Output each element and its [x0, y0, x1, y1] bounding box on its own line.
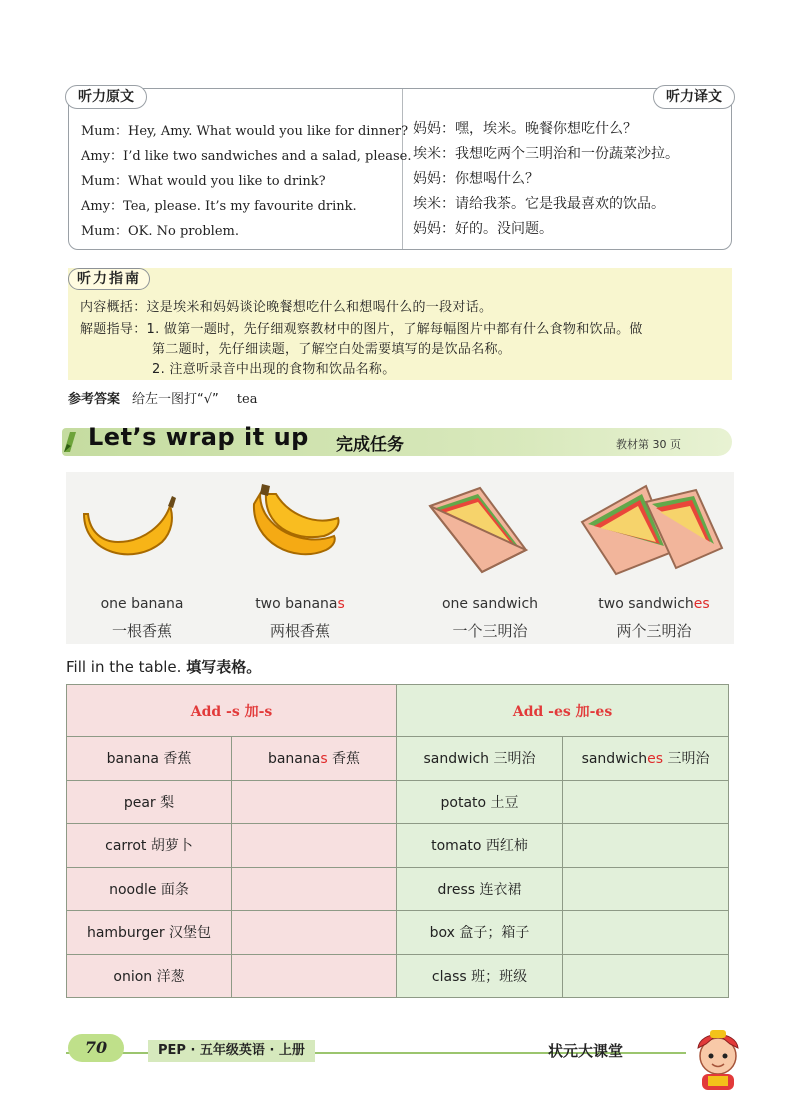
- caption-one-sandwich-zh: 一个三明治: [452, 622, 528, 640]
- listening-chinese-text: [413, 117, 729, 242]
- translation-line: 妈妈：嘿，埃米。晚餐你想吃什么？: [413, 121, 637, 137]
- dialogue-line: Amy：I’d like two sandwiches and a salad, please.: [81, 149, 412, 164]
- reference-answer: [68, 388, 257, 407]
- section-subtitle: 完成任务: [336, 435, 404, 455]
- table-row: [67, 824, 729, 868]
- translation-line: 埃米：我想吃两个三明治和一份蔬菜沙拉。: [413, 146, 679, 162]
- caption-one-sandwich: one sandwich: [441, 596, 539, 612]
- textbook-page-ref: 教材第 30 页: [616, 438, 681, 451]
- table-row: [67, 911, 729, 955]
- table-row: [67, 737, 729, 781]
- answer-cell[interactable]: [563, 780, 729, 824]
- word-cell: tomato 西红柿: [397, 824, 563, 868]
- mascot-icon: [686, 1026, 750, 1092]
- bananas-icon: [244, 480, 344, 572]
- answer-cell[interactable]: [563, 954, 729, 998]
- header-add-s: Add -s 加-s: [67, 685, 397, 737]
- translation-line: 妈妈：你想喝什么？: [413, 171, 539, 187]
- listening-guide-box: [68, 268, 732, 380]
- word-cell: onion 洋葱: [67, 954, 232, 998]
- word-cell: carrot 胡萝卜: [67, 824, 232, 868]
- answer-cell[interactable]: [232, 867, 397, 911]
- header-add-es: Add -es 加-es: [397, 685, 729, 737]
- pencil-icon: [62, 430, 80, 454]
- answer-text: 给左一图打“√”: [132, 392, 219, 407]
- answer-label: 参考答案: [68, 392, 121, 407]
- guide-tip-2: 2. 注意听录音中出现的食物和饮品名称。: [152, 362, 396, 377]
- caption-two-bananas: two bananas: [255, 596, 345, 612]
- translation-line: 埃米：请给我茶。它是我最喜欢的饮品。: [413, 196, 665, 212]
- answer-cell[interactable]: [232, 780, 397, 824]
- guide-tip-1: 解题指导：1. 做第一题时，先仔细观察教材中的图片，了解每幅图片中都有什么食物和饮品。做: [80, 322, 643, 337]
- sandwich-icon: [424, 486, 532, 576]
- sandwiches-icon: [576, 482, 726, 578]
- answer-cell[interactable]: bananas 香蕉: [232, 737, 397, 781]
- word-cell: box 盒子；箱子: [397, 911, 563, 955]
- word-cell: banana 香蕉: [67, 737, 232, 781]
- listening-translation-tag: 听力译文: [653, 85, 735, 109]
- caption-two-sandwiches-zh: 两个三明治: [616, 622, 692, 640]
- brand-name: 状元大课堂: [548, 1042, 624, 1060]
- answer-cell[interactable]: sandwiches 三明治: [563, 737, 729, 781]
- section-title: Let’s wrap it up: [88, 423, 309, 451]
- caption-two-sandwiches: two sandwiches: [598, 596, 710, 612]
- word-cell: dress 连衣裙: [397, 867, 563, 911]
- caption-two-bananas-zh: 两根香蕉: [269, 622, 330, 640]
- dialogue-line: Mum：Hey, Amy. What would you like for dinner?: [81, 124, 409, 139]
- guide-tip-1-cont: 第二题时，先仔细读题，了解空白处需要填写的是饮品名称。: [152, 342, 512, 357]
- translation-line: 妈妈：好的。没问题。: [413, 221, 553, 237]
- listening-box: [68, 88, 732, 250]
- word-cell: pear 梨: [67, 780, 232, 824]
- listening-divider: [402, 89, 403, 249]
- table-row: [67, 954, 729, 998]
- answer-cell[interactable]: [563, 911, 729, 955]
- word-cell: sandwich 三明治: [397, 737, 563, 781]
- answer-cell[interactable]: [563, 867, 729, 911]
- listening-english-text: [81, 119, 412, 244]
- listening-guide-tag: 听力指南: [68, 268, 150, 290]
- guide-summary: 内容概括：这是埃米和妈妈谈论晚餐想吃什么和想喝什么的一段对话。: [80, 300, 493, 315]
- caption-one-banana: one banana: [100, 596, 184, 612]
- answer-cell[interactable]: [232, 954, 397, 998]
- word-cell: hamburger 汉堡包: [67, 911, 232, 955]
- page-number: 70: [68, 1034, 124, 1062]
- book-title: PEP · 五年级英语 · 上册: [148, 1040, 315, 1062]
- dialogue-line: Mum：OK. No problem.: [81, 224, 239, 239]
- word-cell: potato 土豆: [397, 780, 563, 824]
- exercise-instruction: Fill in the table. 填写表格。: [66, 658, 262, 676]
- answer-cell[interactable]: [232, 824, 397, 868]
- plural-table: [66, 684, 729, 998]
- word-cell: class 班；班级: [397, 954, 563, 998]
- dialogue-line: Mum：What would you like to drink?: [81, 174, 326, 189]
- word-cell: noodle 面条: [67, 867, 232, 911]
- answer-cell[interactable]: [232, 911, 397, 955]
- listening-original-tag: 听力原文: [65, 85, 147, 109]
- dialogue-line: Amy：Tea, please. It’s my favourite drink.: [81, 199, 357, 214]
- table-row: [67, 780, 729, 824]
- answer-cell[interactable]: [563, 824, 729, 868]
- caption-one-banana-zh: 一根香蕉: [111, 622, 172, 640]
- banana-icon: [78, 488, 178, 568]
- answer-word: tea: [236, 392, 258, 407]
- table-row: [67, 867, 729, 911]
